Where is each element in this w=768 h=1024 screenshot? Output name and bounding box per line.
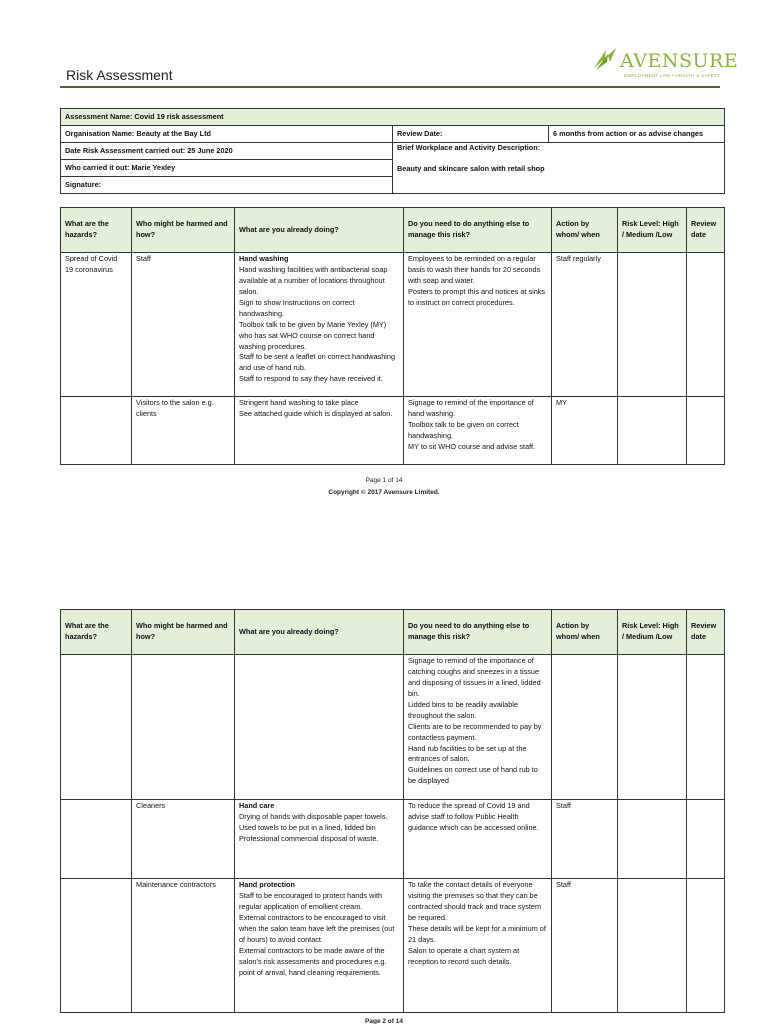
- risk-cell: [618, 397, 687, 465]
- action-cell: MY: [552, 397, 618, 465]
- page-title: Risk Assessment: [66, 67, 173, 83]
- col-need-else: Do you need to do anything else to manage this risk?: [404, 208, 552, 253]
- review-cell: [687, 397, 725, 465]
- risk-cell: [618, 253, 687, 397]
- page-number: Page 1 of 14: [365, 477, 403, 484]
- arrow-leaf-icon: [592, 42, 622, 72]
- signature-field: Signature:: [61, 177, 393, 194]
- need-cell: To take the contact details of everyone visiting the premises so that they can be contracted should track and trace system be required. These details will be kept for a minimum of 21 days. Salon to operate a chart system at reception to record such details.: [404, 879, 552, 1013]
- title-divider: [60, 86, 720, 88]
- table-header-row: [61, 208, 725, 253]
- col-who-harmed: Who might be harmed and how?: [132, 610, 235, 655]
- review-cell: [687, 879, 725, 1013]
- col-review-date: Review date: [687, 610, 725, 655]
- assessment-info-table: [60, 108, 725, 194]
- table-row: [61, 397, 725, 465]
- risk-cell: [618, 800, 687, 879]
- review-date-value: 6 months from action or as advise changes: [549, 126, 725, 143]
- doing-title: Hand care: [239, 801, 275, 810]
- page-number-2: Page 2 of 14: [365, 1018, 403, 1024]
- logo-tagline: EMPLOYMENT LAW • HEALTH & SAFETY: [624, 73, 721, 78]
- assessment-name: Assessment Name: Covid 19 risk assessment: [61, 109, 725, 126]
- table-row: [61, 655, 725, 800]
- col-hazards: What are the hazards?: [61, 208, 132, 253]
- date-carried-out: Date Risk Assessment carried out: 25 June 2020: [61, 143, 393, 160]
- action-cell: Staff: [552, 879, 618, 1013]
- who-cell: Visitors to the salon e.g. clients: [132, 397, 235, 465]
- col-risk-level: Risk Level: High / Medium /Low: [618, 610, 687, 655]
- table-header-row: [61, 610, 725, 655]
- logo-wordmark: AVENSURE: [620, 50, 739, 72]
- brief-description-value: Beauty and skincare salon with retail shop: [397, 163, 545, 173]
- doing-cell: [235, 879, 404, 1013]
- risk-table-page-2: [60, 609, 725, 1013]
- table-row: [61, 253, 725, 397]
- doing-text: Hand washing facilities with antibacterial soap available at a number of locations throughout salon. Sign to show Instructions on correct handwashing. Toolbox talk to be given by Marie Yexley (MY) who has sat WHO course on correct hand washing procedures. Staff to be sent a leaflet on correct handwashing and use of hand rub. Staff to respond to say they have received it.: [239, 264, 396, 384]
- risk-cell: [618, 655, 687, 800]
- risk-cell: [618, 879, 687, 1013]
- col-review-date: Review date: [687, 208, 725, 253]
- need-cell: Signage to remind of the importance of catching coughs and sneezes in a tissue and disposing of tissues in a lined, lidded bin. Lidded bins to be readily available throughout the salon. Clients are to be recommended to pay by contactless payment. Hand rub facilities to be set up at the entrances of salon. Guidelines on correct use of hand rub to be displayed: [404, 655, 552, 800]
- col-who-harmed: Who might be harmed and how?: [132, 208, 235, 253]
- col-need-else: Do you need to do anything else to manage this risk?: [404, 610, 552, 655]
- avensure-logo: [592, 42, 739, 82]
- carried-out-by: Who carried it out: Marie Yexley: [61, 160, 393, 177]
- need-cell: To reduce the spread of Covid 19 and advise staff to follow Public Health guidance which can be accessed online.: [404, 800, 552, 879]
- col-action-by: Action by whom/ when: [552, 610, 618, 655]
- review-cell: [687, 655, 725, 800]
- organisation-name: Organisation Name: Beauty at the Bay Ltd: [61, 126, 393, 143]
- col-already-doing: What are you already doing?: [235, 208, 404, 253]
- who-cell: Maintenance contractors: [132, 879, 235, 1013]
- hazard-cell: [61, 879, 132, 1013]
- doing-title: Hand protection: [239, 880, 295, 889]
- brief-description-label: Brief Workplace and Activity Description:: [397, 143, 541, 152]
- hazard-cell: [61, 655, 132, 800]
- col-risk-level: Risk Level: High / Medium /Low: [618, 208, 687, 253]
- doing-cell: Stringent hand washing to take place See attached guide which is displayed at salon.: [235, 397, 404, 465]
- review-date-label: Review Date:: [393, 126, 549, 143]
- action-cell: Staff: [552, 800, 618, 879]
- brief-description-cell: [393, 143, 725, 194]
- doing-text: Drying of hands with disposable paper towels. Used towels to be put in a lined, lidded bin Professional commercial disposal of waste.: [239, 811, 388, 843]
- hazard-cell: [61, 397, 132, 465]
- review-cell: [687, 800, 725, 879]
- col-hazards: What are the hazards?: [61, 610, 132, 655]
- action-cell: [552, 655, 618, 800]
- doing-title: Hand washing: [239, 254, 289, 263]
- doing-cell: [235, 800, 404, 879]
- hazard-cell: [61, 800, 132, 879]
- who-cell: Cleaners: [132, 800, 235, 879]
- action-cell: Staff regularly: [552, 253, 618, 397]
- who-cell: Staff: [132, 253, 235, 397]
- review-cell: [687, 253, 725, 397]
- hazard-cell: Spread of Covid 19 coronavirus: [61, 253, 132, 397]
- doing-text: Staff to be encouraged to protect hands with regular application of emollient cream. External contractors to be encouraged to visit when the salon team have left the premises (out of hours) to avoid contact. External contractors to be made aware of the salon's risk assessments and procedures e.g. point of arrival, hand cleaning requirements.: [239, 890, 395, 977]
- copyright-text: Copyright © 2017 Avensure Limited.: [328, 489, 440, 496]
- col-action-by: Action by whom/ when: [552, 208, 618, 253]
- who-cell: [132, 655, 235, 800]
- risk-table-page-1: [60, 207, 725, 465]
- doing-cell: [235, 655, 404, 800]
- need-cell: Signage to remind of the importance of hand washing. Toolbox talk to be given on correct handwashing. MY to sit WHO course and advise staff.: [404, 397, 552, 465]
- col-already-doing: What are you already doing?: [235, 610, 404, 655]
- table-row: [61, 800, 725, 879]
- need-cell: Employees to be reminded on a regular basis to wash their hands for 20 seconds with soap and water. Posters to prompt this and notices at sinks to instruct on correct procedures.: [404, 253, 552, 397]
- doing-cell: [235, 253, 404, 397]
- table-row: [61, 879, 725, 1013]
